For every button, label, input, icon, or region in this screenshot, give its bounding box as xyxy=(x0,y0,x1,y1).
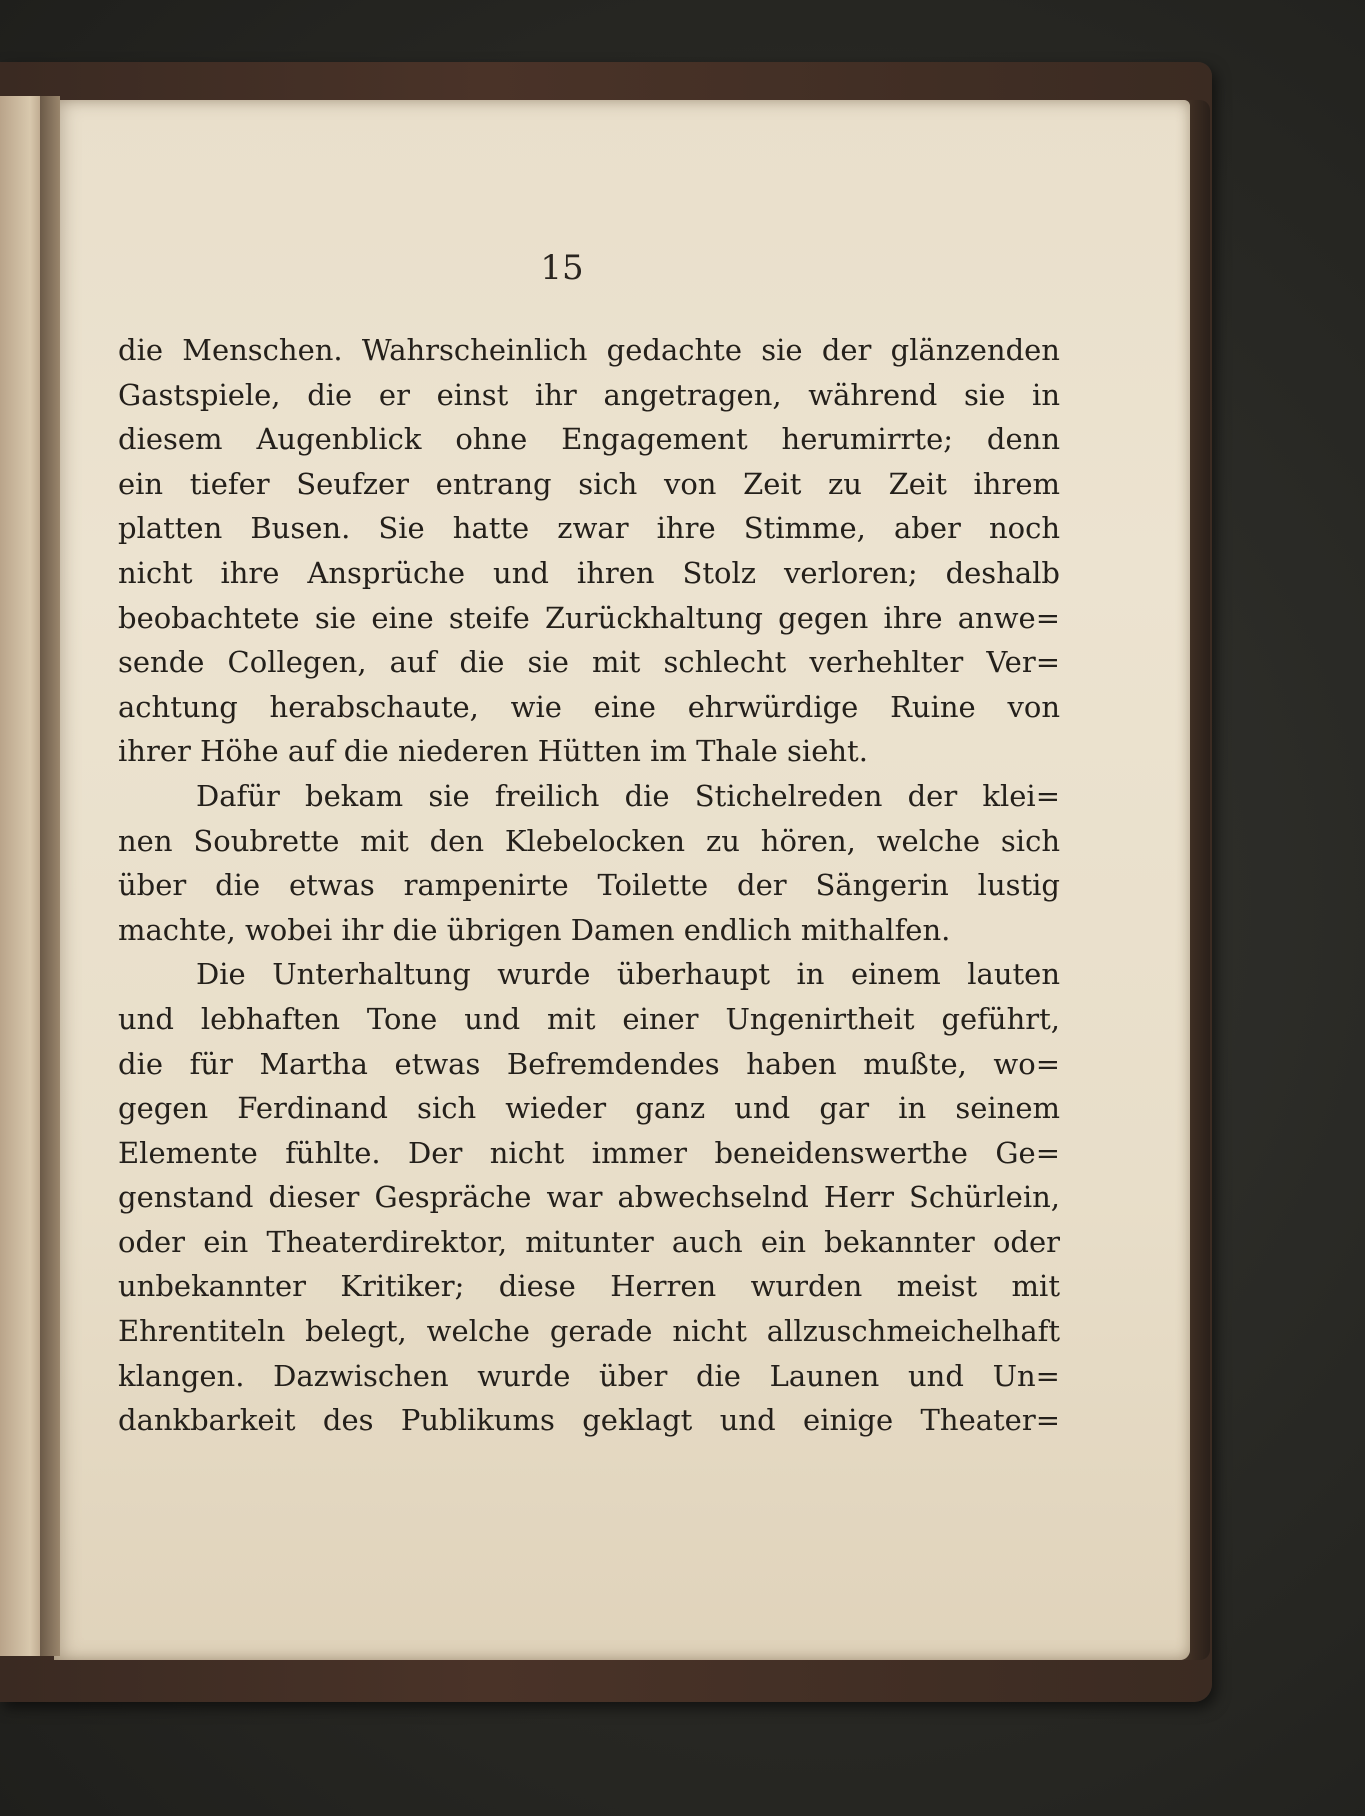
text-line: Ehrentiteln belegt, welche gerade nicht allzuschmeichelhaft xyxy=(118,1314,1060,1349)
text-line: über die etwas rampenirte Toilette der Sängerin lustig xyxy=(118,868,1060,903)
text-line: genstand dieser Gespräche war abwechselnd Herr Schürlein, xyxy=(118,1180,1060,1215)
page-gutter xyxy=(40,96,60,1656)
text-line: ein tiefer Seufzer entrang sich von Zeit zu Zeit ihrem xyxy=(118,466,1060,501)
text-line: diesem Augenblick ohne Engagement herumirrte; denn xyxy=(118,422,1060,457)
text-line: nicht ihre Ansprüche und ihren Stolz verloren; deshalb xyxy=(118,555,1060,590)
text-line: klangen. Dazwischen wurde über die Launen und Un= xyxy=(118,1358,1060,1393)
text-line: Die Unterhaltung wurde überhaupt in einem lauten xyxy=(196,957,1060,992)
text-line: sende Collegen, auf die sie mit schlecht verhehlter Ver= xyxy=(118,645,1060,680)
book-page xyxy=(54,100,1190,1660)
text-line: achtung herabschaute, wie eine ehrwürdige Ruine von xyxy=(118,689,1060,724)
page-number: 15 xyxy=(540,248,584,288)
text-line: und lebhaften Tone und mit einer Ungenirtheit geführt, xyxy=(118,1001,1060,1036)
text-line: machte, wobei ihr die übrigen Damen endlich mithalfen. xyxy=(118,912,951,947)
text-line: die Menschen. Wahrscheinlich gedachte sie der glänzenden xyxy=(118,333,1060,367)
text-line: Dafür bekam sie freilich die Stichelreden der klei= xyxy=(196,778,1060,813)
text-line: oder ein Theaterdirektor, mitunter auch ein bekannter oder xyxy=(118,1224,1060,1259)
text-line: gegen Ferdinand sich wieder ganz und gar in seinem xyxy=(118,1091,1060,1126)
body-text xyxy=(118,328,1060,1443)
text-line: ihrer Höhe auf die niederen Hütten im Thale sieht. xyxy=(118,734,868,769)
text-line: nen Soubrette mit den Klebelocken zu hören, welche sich xyxy=(118,823,1060,858)
text-line: Elemente fühlte. Der nicht immer beneidenswerthe Ge= xyxy=(118,1135,1060,1170)
text-line: Gastspiele, die er einst ihr angetragen, während sie in xyxy=(118,377,1060,412)
text-line: unbekannter Kritiker; diese Herren wurden meist mit xyxy=(118,1269,1060,1304)
text-line: beobachtete sie eine steife Zurückhaltung gegen ihre anwe= xyxy=(118,600,1060,635)
text-line: dankbarkeit des Publikums geklagt und einige Theater= xyxy=(118,1403,1060,1438)
text-line: die für Martha etwas Befremdendes haben mußte, wo= xyxy=(118,1046,1060,1081)
text-line: platten Busen. Sie hatte zwar ihre Stimme, aber noch xyxy=(118,511,1060,546)
